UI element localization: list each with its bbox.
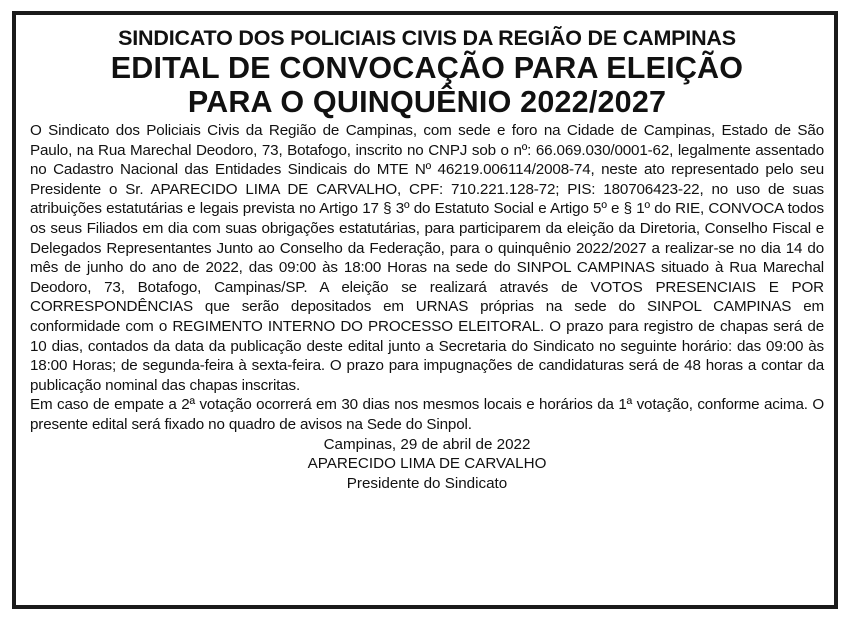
place-date: Campinas, 29 de abril de 2022 <box>323 435 531 453</box>
signatory-role: Presidente do Sindicato <box>346 474 508 492</box>
notice-body <box>30 121 824 435</box>
signature-block <box>30 435 824 494</box>
notice-paragraph-2: Em caso de empate a 2ª votação ocorrerá em 30 dias nos mesmos locais e horários da 1ª votação, conforme acima. O presente edital será fixado no quadro de avisos na Sede do Sinpol. <box>30 396 824 433</box>
signatory-name: APARECIDO LIMA DE CARVALHO <box>307 455 547 473</box>
notice-frame <box>12 11 838 609</box>
notice-title-line2: PARA O QUINQUÊNIO 2022/2027 <box>187 85 667 119</box>
notice-paragraph-1: O Sindicato dos Policiais Civis da Região de Campinas, com sede e foro na Cidade de Campinas, Estado de São Paulo, na Rua Marechal Deodoro, 73, Botafogo, inscrito no CNPJ sob o nº: 66.069.030/0001-62, legalmente assentado no Cadastro Nacional das Entidades Sindicais do MTE Nº 46219.006114/2008-74, neste ato representado pelo seu Presidente o Sr. APARECIDO LIMA DE CARVALHO, CPF: 710.221.128-72; PIS: 180706423-22, no uso de suas atribuições estatutárias e legais prevista no Artigo 17 § 3º do Estatuto Social e Artigo 5º e § 1º do RIE, CONVOCA todos os seus Filiados em dia com suas obrigações estatutárias, para participarem da eleição da Diretoria, Conselho Fiscal e Delegados Representantes Junto ao Conselho da Federação, para o quinquênio 2022/2027 a realizar-se no dia 14 do mês de junho do ano de 2022, das 09:00 às 18:00 Horas na sede do SINPOL CAMPINAS situado à Rua Marechal Deodoro, 73, Botafogo, Campinas/SP. A eleição se realizará através de VOTOS PRESENCIAIS E POR CORRESPONDÊNCIAS que serão depositados em URNAS próprias na sede do SINPOL CAMPINAS em conformidade com o REGIMENTO INTERNO DO PROCESSO ELEITORAL. O prazo para registro de chapas será de 10 dias, contados da data da publicação deste edital junto a Secretaria do Sindicato no seguinte horário: das 09:00 às 18:00 Horas; de segunda-feira à sexta-feira. O prazo para impugnações de candidaturas será de 48 horas a contar da publicação nominal das chapas inscritas. <box>30 122 824 394</box>
organization-name: SINDICATO DOS POLICIAIS CIVIS DA REGIÃO DE CAMPINAS <box>118 26 736 50</box>
notice-title-line1: EDITAL DE CONVOCAÇÃO PARA ELEIÇÃO <box>110 51 744 85</box>
